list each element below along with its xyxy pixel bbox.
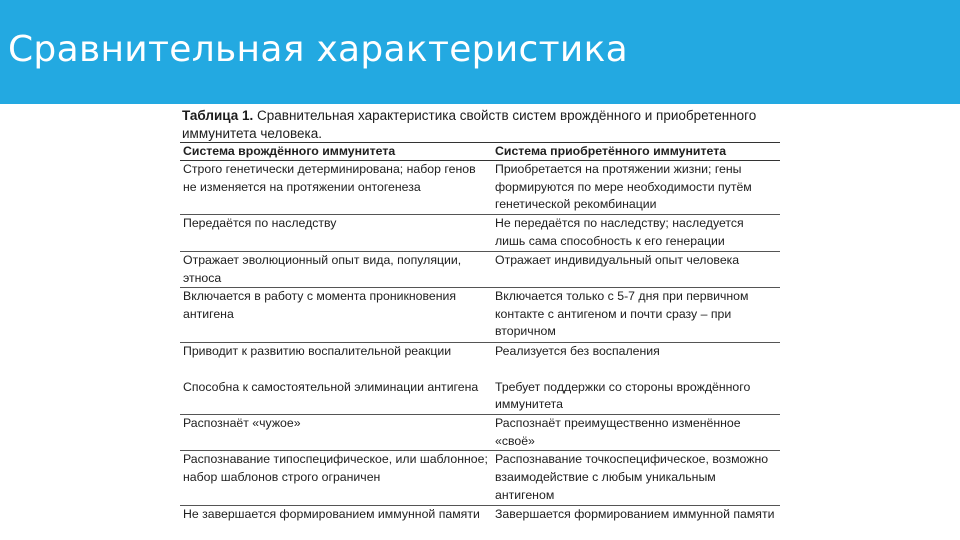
table-row xyxy=(180,161,780,215)
cell-adaptive: Требует поддержки со стороны врождённого иммунитета xyxy=(492,379,780,415)
cell-adaptive: Завершается формированием иммунной памяти xyxy=(492,506,780,540)
table-row xyxy=(180,343,780,379)
cell-innate: Способна к самостоятельной элиминации антигена xyxy=(180,379,492,415)
comparison-table xyxy=(180,142,780,540)
cell-innate: Не завершается формированием иммунной памяти xyxy=(180,506,492,540)
cell-adaptive: Не передаётся по наследству; наследуется лишь сама способность к его генерации xyxy=(492,215,780,252)
cell-adaptive: Реализуется без воспаления xyxy=(495,344,660,359)
table-row xyxy=(180,506,780,540)
table-row xyxy=(180,451,780,506)
cell-adaptive: Распознаёт преимущественно изменённое «своё» xyxy=(492,415,780,451)
cell-adaptive: Распознавание точкоспецифическое, возможно взаимодействие с любым уникальным антигеном xyxy=(492,451,780,506)
cell-innate: Распознавание типоспецифическое, или шаблонное; набор шаблонов строго ограничен xyxy=(180,451,492,506)
cell-innate: Строго генетически детерминирована; набор генов не изменяется на протяжении онтогенеза xyxy=(180,161,492,215)
cell-innate: Распознаёт «чужое» xyxy=(180,415,492,451)
table-caption xyxy=(182,107,780,143)
cell-adaptive: Отражает индивидуальный опыт человека xyxy=(492,252,780,288)
cell-innate: Передаётся по наследству xyxy=(180,215,492,252)
cell-adaptive: Приобретается на протяжении жизни; гены формируются по мере необходимости путём генетической рекомбинации xyxy=(492,161,780,215)
table-row xyxy=(180,215,780,252)
title-band xyxy=(0,0,960,104)
header-innate: Система врождённого иммунитета xyxy=(180,143,492,161)
table-row xyxy=(180,252,780,288)
table-figure xyxy=(178,104,782,540)
table-row xyxy=(180,415,780,451)
cell-innate: Приводит к развитию воспалительной реакции xyxy=(183,344,452,359)
cell-innate: Отражает эволюционный опыт вида, популяции, этноса xyxy=(180,252,492,288)
slide-title: Сравнительная характеристика xyxy=(8,29,628,70)
caption-label: Таблица 1. xyxy=(182,108,254,123)
table-row xyxy=(180,288,780,343)
caption-text: Сравнительная характеристика свойств систем врождённого и приобретенного иммунитета человека. xyxy=(182,108,757,141)
table-header-row xyxy=(180,143,780,161)
header-adaptive: Система приобретённого иммунитета xyxy=(492,143,780,161)
cell-innate: Включается в работу с момента проникновения антигена xyxy=(180,288,492,343)
table-row xyxy=(180,379,780,415)
cell-adaptive: Включается только с 5-7 дня при первичном контакте с антигеном и почти сразу – при вторичном xyxy=(492,288,780,343)
